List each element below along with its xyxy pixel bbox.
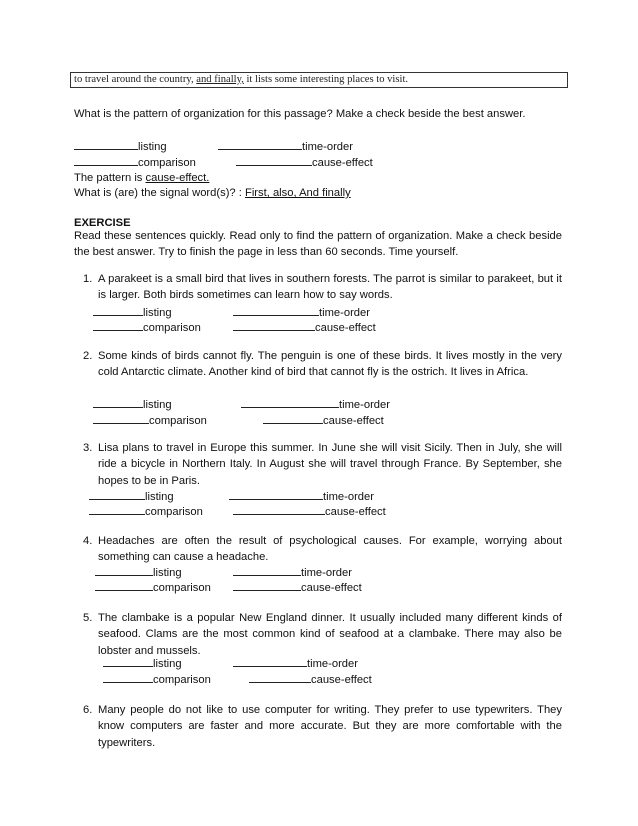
item-3-option-time-order xyxy=(229,489,374,504)
option-label: comparison xyxy=(145,506,203,518)
item-5-option-cause-effect xyxy=(249,672,372,687)
answer-blank[interactable] xyxy=(93,413,149,424)
option-label: cause-effect xyxy=(325,506,386,518)
pattern-answer: cause-effect. xyxy=(145,172,210,184)
answer-blank[interactable] xyxy=(74,155,138,166)
example-option-cause-effect xyxy=(236,155,373,170)
option-label: listing xyxy=(153,658,182,670)
option-label: comparison xyxy=(138,157,196,169)
item-number: 3. xyxy=(83,442,93,454)
option-label: comparison xyxy=(149,415,207,427)
exercise-heading: EXERCISE xyxy=(74,217,131,229)
option-label: cause-effect xyxy=(315,322,376,334)
option-label: time-order xyxy=(323,491,374,503)
excerpt-text-before: to travel around the country, xyxy=(74,74,197,85)
excerpt-text-after: it lists some interesting places to visit. xyxy=(243,74,409,85)
item-5-option-time-order xyxy=(233,656,358,671)
item-3-option-cause-effect xyxy=(233,504,386,519)
item-number: 6. xyxy=(83,704,93,716)
answer-blank[interactable] xyxy=(103,656,153,667)
answer-blank[interactable] xyxy=(233,305,319,316)
answer-blank[interactable] xyxy=(89,489,145,500)
answer-blank[interactable] xyxy=(249,672,311,683)
option-label: time-order xyxy=(301,567,352,579)
option-label: comparison xyxy=(153,582,211,594)
option-label: comparison xyxy=(143,322,201,334)
item-number: 5. xyxy=(83,612,93,624)
answer-blank[interactable] xyxy=(236,155,312,166)
answer-blank[interactable] xyxy=(103,672,153,683)
item-text: Some kinds of birds cannot fly. The penguin is one of these birds. It lives mostly in the very cold Antarctic climate. Another kind of bird that cannot fly is the ostrich. It lives in Africa. xyxy=(98,350,562,379)
option-label: cause-effect xyxy=(311,674,372,686)
exercise-instructions: Read these sentences quickly. Read only to find the pattern of organization. Make a check beside the best answer. Try to finish the page in less than 60 seconds. Time yourself. xyxy=(74,230,562,259)
item-2-option-comparison xyxy=(93,413,207,428)
answer-blank[interactable] xyxy=(233,656,307,667)
question-text: What is the pattern of organization for this passage? Make a check beside the best answer. xyxy=(74,108,526,120)
item-4-option-listing xyxy=(95,565,182,580)
answer-blank[interactable] xyxy=(233,504,325,515)
item-4-option-comparison xyxy=(95,580,211,595)
item-4-option-cause-effect xyxy=(233,580,362,595)
item-2-option-cause-effect xyxy=(263,413,384,428)
option-label: time-order xyxy=(307,658,358,670)
signal-words-answer: First, also, And finally xyxy=(244,187,351,199)
answer-blank[interactable] xyxy=(95,565,153,576)
pattern-label: The pattern is xyxy=(74,172,146,184)
item-text: Lisa plans to travel in Europe this summer. In June she will visit Sicily. Then in July, she will ride a bicycle in Northern Italy. In August she will travel through France. By September, she hopes to be in Paris. xyxy=(98,442,562,487)
example-option-comparison xyxy=(74,155,196,170)
option-label: cause-effect xyxy=(323,415,384,427)
item-number: 1. xyxy=(83,273,93,285)
option-label: listing xyxy=(138,141,167,153)
answer-blank[interactable] xyxy=(93,320,143,331)
item-1-option-comparison xyxy=(93,320,201,335)
item-number: 2. xyxy=(83,350,93,362)
item-1-option-time-order xyxy=(233,305,370,320)
passage-excerpt-box xyxy=(70,72,568,88)
answer-blank[interactable] xyxy=(233,320,315,331)
item-number: 4. xyxy=(83,535,93,547)
item-1-option-listing xyxy=(93,305,172,320)
answer-blank[interactable] xyxy=(233,565,301,576)
option-label: time-order xyxy=(319,307,370,319)
excerpt-signal-words: and finally, xyxy=(196,74,244,85)
signal-words-label: What is (are) the signal word(s)? : xyxy=(74,187,245,199)
item-text: Many people do not like to use computer for writing. They prefer to use typewriters. They know computers are faster and more accurate. But they are more comfortable with the typewriters. xyxy=(98,704,562,749)
option-label: comparison xyxy=(153,674,211,686)
answer-blank[interactable] xyxy=(89,504,145,515)
item-text: Headaches are often the result of psychological causes. For example, worrying about something can cause a headache. xyxy=(98,535,562,564)
answer-blank[interactable] xyxy=(241,397,339,408)
option-label: time-order xyxy=(302,141,353,153)
item-3-option-comparison xyxy=(89,504,203,519)
option-label: cause-effect xyxy=(301,582,362,594)
option-label: time-order xyxy=(339,399,390,411)
item-2-option-time-order xyxy=(241,397,390,412)
option-label: listing xyxy=(143,307,172,319)
item-5-option-comparison xyxy=(103,672,211,687)
option-label: cause-effect xyxy=(312,157,373,169)
option-label: listing xyxy=(145,491,174,503)
item-text: A parakeet is a small bird that lives in southern forests. The parrot is similar to parakeet, but it is larger. Both birds sometimes can learn how to say words. xyxy=(98,273,562,302)
example-option-listing xyxy=(74,139,167,154)
pattern-answer-line xyxy=(74,171,209,185)
answer-blank[interactable] xyxy=(263,413,323,424)
answer-blank[interactable] xyxy=(218,139,302,150)
item-4-option-time-order xyxy=(233,565,352,580)
item-text: The clambake is a popular New England dinner. It usually included many different kinds of seafood. Clams are the most common kind of seafood at a clambake. There may also be lobster and mussels. xyxy=(98,612,562,657)
answer-blank[interactable] xyxy=(93,397,143,408)
item-1-option-cause-effect xyxy=(233,320,376,335)
answer-blank[interactable] xyxy=(95,580,153,591)
option-label: listing xyxy=(153,567,182,579)
option-label: listing xyxy=(143,399,172,411)
answer-blank[interactable] xyxy=(74,139,138,150)
signal-words-line xyxy=(74,186,351,200)
item-3-option-listing xyxy=(89,489,174,504)
answer-blank[interactable] xyxy=(233,580,301,591)
item-5-option-listing xyxy=(103,656,182,671)
answer-blank[interactable] xyxy=(93,305,143,316)
example-option-time-order xyxy=(218,139,353,154)
item-2-option-listing xyxy=(93,397,172,412)
answer-blank[interactable] xyxy=(229,489,323,500)
